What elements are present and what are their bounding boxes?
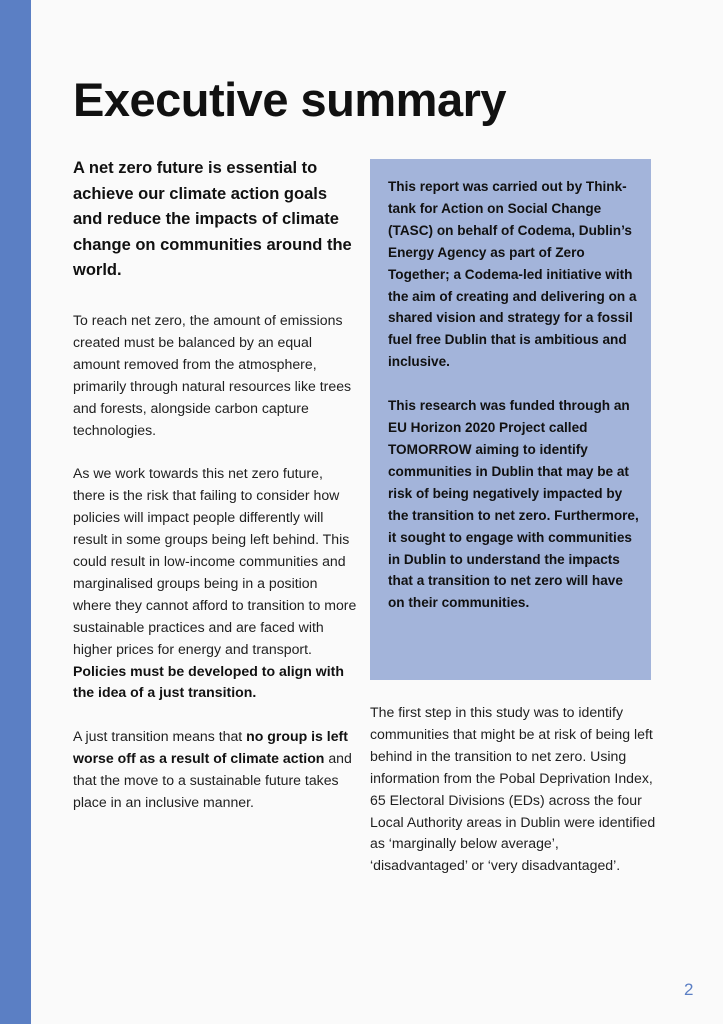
first-step-paragraph: The first step in this study was to identify communities that might be at risk of being left behind in the transition to net zero. Using information from the Pobal Deprivation Index, 65 Electoral Divisions (EDs) across the four Local Authority areas in Dublin were identified as ‘marginally below average’, ‘disadvantaged’ or ‘very disadvantaged’.	[370, 704, 656, 874]
lead-paragraph: A net zero future is essential to achieve our climate action goals and reduce the impacts of climate change on communities around the world.	[73, 159, 352, 280]
risk-paragraph-text: As we work towards this net zero future, there is the risk that failing to consider how policies will impact people differently will result in some groups being left behind. This could result in low-income communities and marginalised groups being in a position where they cannot afford to transition to more sustainable practices and are faced with higher prices for energy and transport.	[73, 465, 357, 657]
risk-paragraph	[73, 463, 357, 704]
right-column	[370, 702, 660, 899]
just-transition-text-end: and that the move to a sustainable future takes place in an inclusive manner.	[73, 750, 352, 811]
left-column	[73, 156, 357, 836]
callout-report-paragraph: This report was carried out by Think-tank for Action on Social Change (TASC) on behalf of Codema, Dublin’s Energy Agency as part of Zero Together; a Codema-led initiative with the aim of creating and delivering on a shared vision and strategy for a fossil fuel free Dublin that is ambitious and inclusive.	[388, 179, 637, 370]
left-accent-bar	[0, 0, 31, 1024]
callout-box	[370, 159, 651, 680]
page-number: 2	[684, 980, 694, 999]
just-transition-paragraph	[73, 726, 357, 814]
page-title: Executive summary	[73, 73, 507, 126]
risk-paragraph-emphasis: Policies must be developed to align with the idea of a just transition.	[73, 662, 344, 701]
callout-funding-paragraph: This research was funded through an EU Horizon 2020 Project called TOMORROW aiming to identify communities in Dublin that may be at risk of being negatively impacted by the transition to net zero. Furthermore, it sought to engage with communities in Dublin to understand the impacts that a transition to net zero will have on their communities.	[388, 398, 639, 611]
just-transition-emphasis: no group is left worse off as a result of climate action	[73, 728, 348, 767]
net-zero-definition-paragraph: To reach net zero, the amount of emissions created must be balanced by an equal amount removed from the atmosphere, primarily through natural resources like trees and forests, alongside carbon capture technologies.	[73, 311, 352, 438]
just-transition-text-start: A just transition means that	[73, 728, 247, 745]
